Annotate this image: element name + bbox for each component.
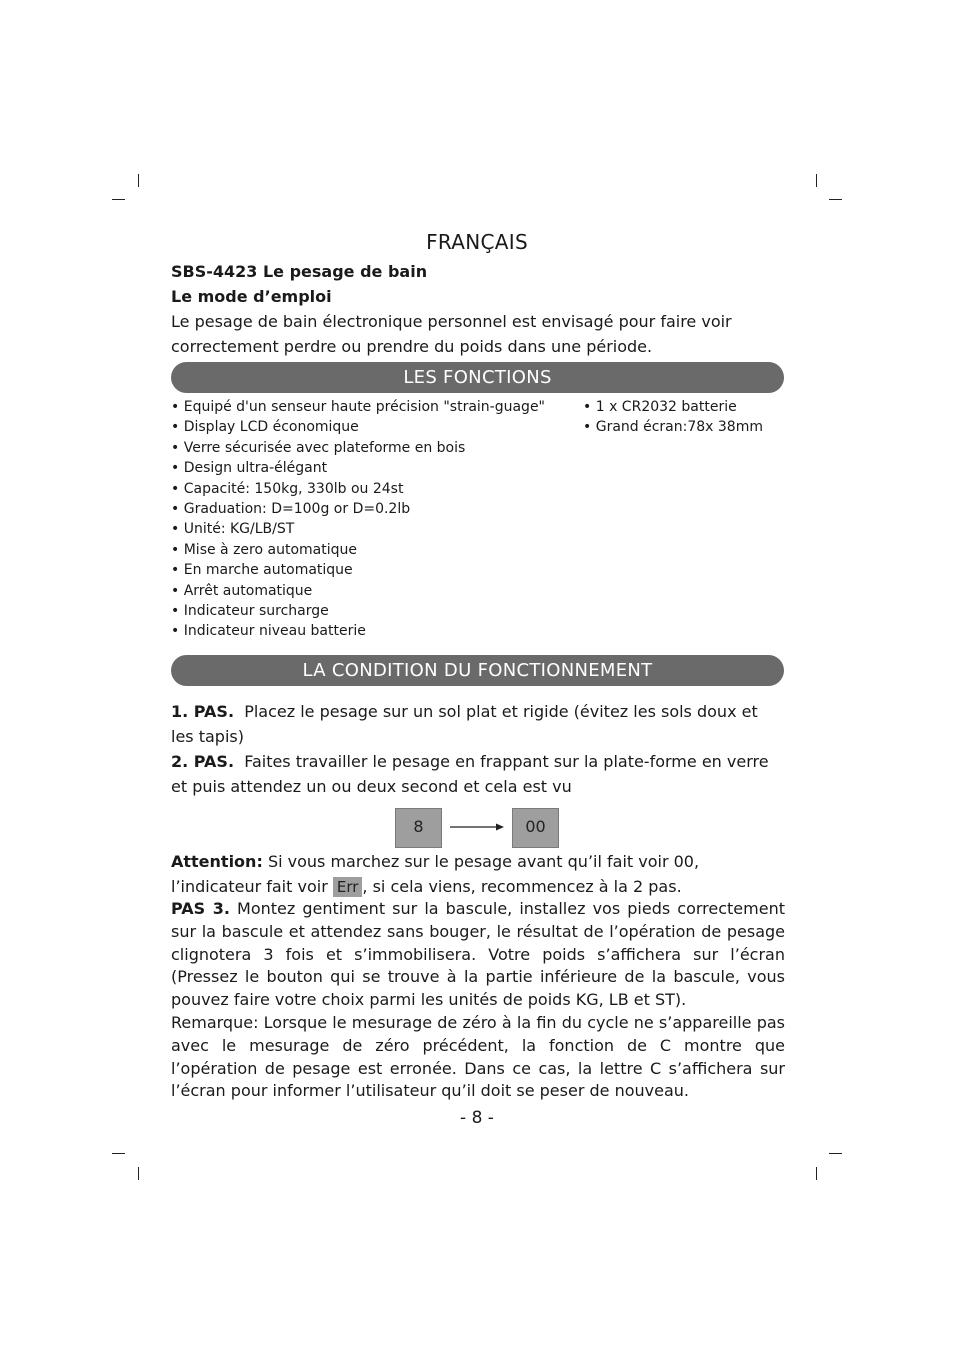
- feature-item: • 1 x CR2032 batterie: [583, 397, 763, 417]
- step-2-text: Faites travailler le pesage en frappant sur la plate-forme en verre et puis attendez un ou deux second et cela est vu: [171, 752, 769, 796]
- feature-item: • Display LCD économique: [171, 417, 545, 437]
- step-2: [171, 749, 785, 799]
- attention-paragraph: [171, 849, 785, 899]
- step-3-text: Montez gentiment sur la bascule, installez vos pieds correctement sur la bascule et attendez sans bouger, le résultat de l’opération de pesage clignotera 3 fois et s’immobilisera. Votre poids s’affichera sur l’écran (Pressez le bouton qui se trouve à la partie inférieure de la bascule, vous pouvez faire votre choix parmi les unités de poids KG, LB et ST).: [171, 899, 785, 1010]
- feature-item: • Verre sécurisée avec plateforme en bois: [171, 438, 545, 458]
- feature-item: • Design ultra-élégant: [171, 458, 545, 478]
- attention-text: Si vous marchez sur le pesage avant qu’il fait voir 00, l’indicateur fait voir: [171, 852, 700, 896]
- feature-item: • Indicateur niveau batterie: [171, 621, 545, 641]
- crop-mark: [829, 199, 842, 200]
- features-list-left: [171, 397, 545, 642]
- remark-paragraph: Remarque: Lorsque le mesurage de zéro à la fin du cycle ne s’appareille pas avec le mesurage de zéro précédent, la fonction de C montre que l’opération de pesage est erronée. Dans ce cas, la lettre C s’affichera sur l’écran pour informer l’utilisateur qu’il doit se peser de nouveau.: [171, 1013, 785, 1101]
- feature-item: • Graduation: D=100g or D=0.2lb: [171, 499, 545, 519]
- crop-mark: [112, 199, 125, 200]
- section-header-functions: LES FONCTIONS: [171, 362, 784, 393]
- step-1-text: Placez le pesage sur un sol plat et rigide (évitez les sols doux et les tapis): [171, 702, 758, 746]
- feature-item: • Equipé d'un senseur haute précision "strain-guage": [171, 397, 545, 417]
- crop-mark: [816, 174, 817, 187]
- step-1: [171, 699, 785, 749]
- attention-text-end: , si cela viens, recommencez à la 2 pas.: [362, 877, 682, 896]
- crop-mark: [138, 1167, 139, 1180]
- feature-item: • Indicateur surcharge: [171, 601, 545, 621]
- feature-item: • Grand écran:78x 38mm: [583, 417, 763, 437]
- section-header-operation: LA CONDITION DU FONCTIONNEMENT: [171, 655, 784, 686]
- intro-paragraph: Le pesage de bain électronique personnel est envisagé pour faire voir correctement perdre ou prendre du poids dans une période.: [171, 312, 732, 356]
- lcd-display-8: 8: [395, 808, 442, 848]
- lcd-display-00: 00: [512, 808, 559, 848]
- feature-item: • Unité: KG/LB/ST: [171, 519, 545, 539]
- step-3: [171, 898, 785, 1012]
- crop-mark: [112, 1153, 125, 1154]
- err-display: Err: [333, 877, 363, 897]
- page-number: - 8 -: [460, 1108, 494, 1128]
- crop-mark: [816, 1167, 817, 1180]
- step-3-label: PAS 3.: [171, 899, 230, 918]
- feature-item: • Capacité: 150kg, 330lb ou 24st: [171, 479, 545, 499]
- manual-title: Le mode d’emploi: [171, 287, 332, 306]
- crop-mark: [829, 1153, 842, 1154]
- feature-item: • En marche automatique: [171, 560, 545, 580]
- feature-item: • Arrêt automatique: [171, 581, 545, 601]
- arrow-right-icon: [450, 826, 504, 828]
- features-list-right: [583, 397, 763, 438]
- feature-item: • Mise à zero automatique: [171, 540, 545, 560]
- crop-mark: [138, 174, 139, 187]
- attention-label: Attention:: [171, 852, 263, 871]
- page-title: FRANÇAIS: [426, 230, 528, 254]
- product-title: SBS-4423 Le pesage de bain: [171, 262, 428, 281]
- step-2-label: 2. PAS.: [171, 752, 235, 771]
- step-1-label: 1. PAS.: [171, 702, 235, 721]
